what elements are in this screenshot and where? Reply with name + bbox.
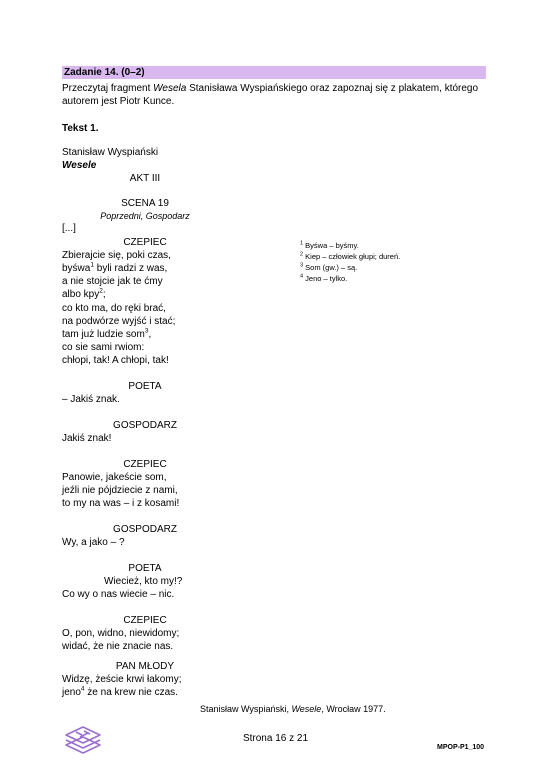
verse-line: tam już ludzie som$^3$, xyxy=(62,327,152,340)
text-label: Tekst 1. xyxy=(62,123,99,134)
drama-author: Stanisław Wyspiański xyxy=(62,147,159,158)
act-heading: AKT III xyxy=(129,173,161,184)
intro-work-title: Wesela xyxy=(153,83,187,94)
verse-line: Wiecież, kto my!? xyxy=(104,576,183,587)
verse-line: co sie sami rwiom: xyxy=(62,342,145,353)
footnote-ref: 1 xyxy=(90,261,94,269)
verse-line: O, pon, widno, niewidomy; xyxy=(62,628,180,639)
speaker-poeta: POETA xyxy=(128,381,162,392)
verse-line: Wy, a jako – ? xyxy=(62,537,125,548)
verse-line: Jakiś znak! xyxy=(62,433,112,444)
drama-title: Wesele xyxy=(62,160,97,171)
verse-line: to my na was – i z kosami! xyxy=(62,498,180,509)
verse-line: widać, że nie znacie nas. xyxy=(62,641,174,652)
footnote-ref: 3 xyxy=(144,327,149,335)
speaker-czepiec: CZEPIEC xyxy=(123,459,167,470)
intro-text-start: Przeczytaj fragment xyxy=(62,83,154,94)
footnote-ref: 4 xyxy=(80,685,85,693)
footnote-ref: 2 xyxy=(99,287,103,295)
speaker-poeta: POETA xyxy=(128,563,162,574)
exam-code: MPOP-P1_100 xyxy=(437,744,485,751)
verse-line: byśwa$^1$ byli radzi z was, xyxy=(62,261,168,274)
intro-text-end: Stanisława Wyspiańskiego oraz zapoznaj się z plakatem, którego autorem jest Piotr Kunce. xyxy=(62,83,479,107)
verse-line: – Jakiś znak. xyxy=(62,394,120,405)
task-title: Zadanie 14. (0–2) xyxy=(64,67,145,78)
omission-mark: [...] xyxy=(62,223,76,234)
stage-direction: Poprzedni, Gospodarz xyxy=(100,211,190,221)
footnotes xyxy=(300,240,400,284)
verse-line: Panowie, jakeście som, xyxy=(62,472,167,483)
speaker-pan-mlody: PAN MŁODY xyxy=(115,661,175,672)
page-number: Strona 16 z 21 xyxy=(242,733,309,744)
verse-line: jeźli nie pójdziecie z nami, xyxy=(62,485,178,496)
verse-line: a nie stojcie jak te ćmy xyxy=(62,276,163,287)
speaker-czepiec: CZEPIEC xyxy=(123,237,167,248)
footnote: $^1$ Byśwa – byśmy. xyxy=(300,240,359,250)
source-citation: Stanisław Wyspiański, Wesele, Wrocław 1977. xyxy=(200,704,386,714)
footnote: $^4$ Jeno – tylko. xyxy=(300,273,348,283)
verse-line: Widzę, żeście krwi łakomy; xyxy=(62,674,182,685)
task-instructions xyxy=(62,82,486,108)
verse-line: Co wy o nas wiecie – nic. xyxy=(62,589,175,600)
speaker-gospodarz: GOSPODARZ xyxy=(113,420,177,431)
speaker-czepiec: CZEPIEC xyxy=(123,615,167,626)
verse-line: albo kpy$^2$; xyxy=(62,287,106,300)
speaker-gospodarz: GOSPODARZ xyxy=(113,524,177,535)
verse-line: chłopi, tak! A chłopi, tak! xyxy=(62,355,169,366)
verse-line: jeno$^4$ że na krew nie czas. xyxy=(62,685,178,698)
footnote: $^2$ Kiep – człowiek głupi; dureń. xyxy=(300,251,401,261)
verse-line: co kto ma, do ręki brać, xyxy=(62,303,166,314)
footnote: $^3$ Som (gw.) – są. xyxy=(300,262,358,272)
verse-line: na podwórze wyjść i stać; xyxy=(62,316,176,327)
scene-heading: SCENA 19 xyxy=(121,198,169,209)
verse-line: Zbierajcie się, poki czas, xyxy=(62,250,171,261)
